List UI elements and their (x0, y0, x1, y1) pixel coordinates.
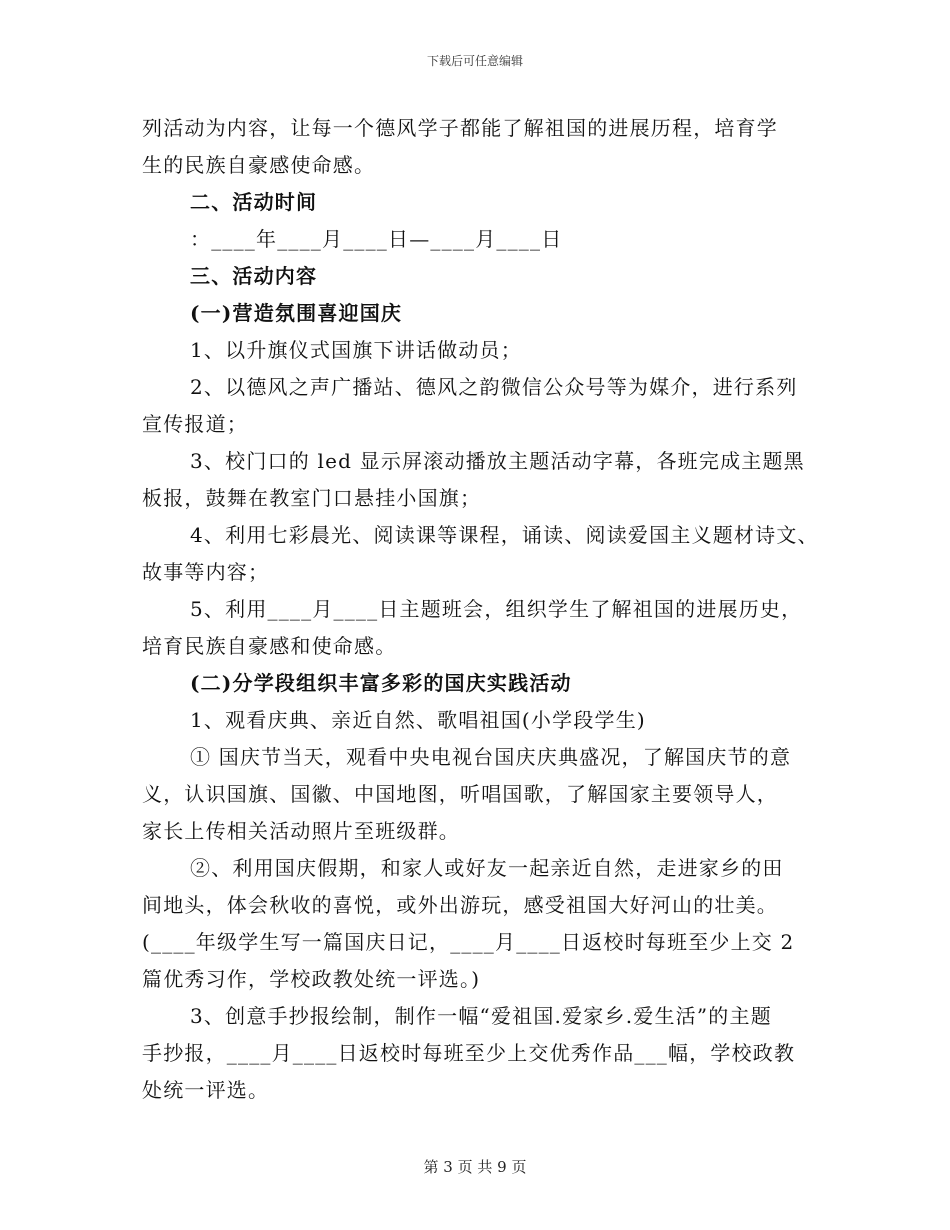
subsection-heading-2: (二)分学段组织丰富多彩的国庆实践活动 (190, 671, 572, 695)
date-range-line: ：____年____月____日—____月____日 (190, 227, 563, 251)
list-item: ②、利用国庆假期，和家人或好友一起亲近自然，走进家乡的田 (190, 856, 784, 880)
paragraph-line: 手抄报，____月____日返校时每班至少上交优秀作品___幅，学校政教 (142, 1041, 796, 1065)
list-item: 5、利用____月____日主题班会，组织学生了解祖国的进展历史， (190, 597, 803, 621)
paragraph-line: 宣传报道； (142, 412, 248, 436)
paragraph-line: 处统一评选。 (142, 1078, 270, 1102)
paragraph-line: 培育民族自豪感和使命感。 (142, 634, 397, 658)
paragraph-line: 板报，鼓舞在教室门口悬挂小国旗； (142, 486, 482, 510)
list-item: ① 国庆节当天，观看中央电视台国庆庆典盛况，了解国庆节的意 (190, 745, 792, 769)
list-item: 4、利用七彩晨光、阅读课等课程，诵读、阅读爱国主义题材诗文、 (190, 523, 819, 547)
list-item: 3、创意手抄报绘制，制作一幅“爱祖国.爱家乡.爱生活”的主题 (190, 1004, 772, 1028)
paragraph-line: 间地头，体会秋收的喜悦，或外出游玩，感受祖国大好河山的壮美。 (142, 893, 778, 917)
paragraph-line: 故事等内容； (142, 560, 270, 584)
subsection-heading-1: (一)营造氛围喜迎国庆 (190, 301, 403, 325)
page-footer: 第 3 页 共 9 页 (423, 1158, 527, 1176)
page-header: 下载后可任意编辑 (426, 54, 523, 68)
list-item: 2、以德风之声广播站、德风之韵微信公众号等为媒介，进行系列 (190, 375, 798, 399)
paragraph-line: 义，认识国旗、国徽、中国地图，听唱国歌，了解国家主要领导人， (142, 782, 778, 806)
paragraph-line: 家长上传相关活动照片至班级群。 (142, 819, 460, 843)
paragraph-line: 篇优秀习作，学校政教处统一评选。) (142, 967, 481, 991)
section-heading-time: 二、活动时间 (190, 190, 318, 214)
paragraph-line: 生的民族自豪感使命感。 (142, 153, 376, 177)
paragraph-line: 列活动为内容，让每一个德风学子都能了解祖国的进展历程，培育学 (142, 116, 778, 140)
section-heading-content: 三、活动内容 (190, 264, 318, 288)
paragraph-line: (____年级学生写一篇国庆日记，____月____日返校时每班至少上交 2 (142, 930, 795, 954)
list-item: 1、以升旗仪式国旗下讲话做动员； (190, 338, 522, 362)
list-item: 3、校门口的 led 显示屏滚动播放主题活动字幕，各班完成主题黑 (190, 449, 805, 473)
list-item: 1、观看庆典、亲近自然、歌唱祖国(小学段学生) (190, 708, 646, 732)
